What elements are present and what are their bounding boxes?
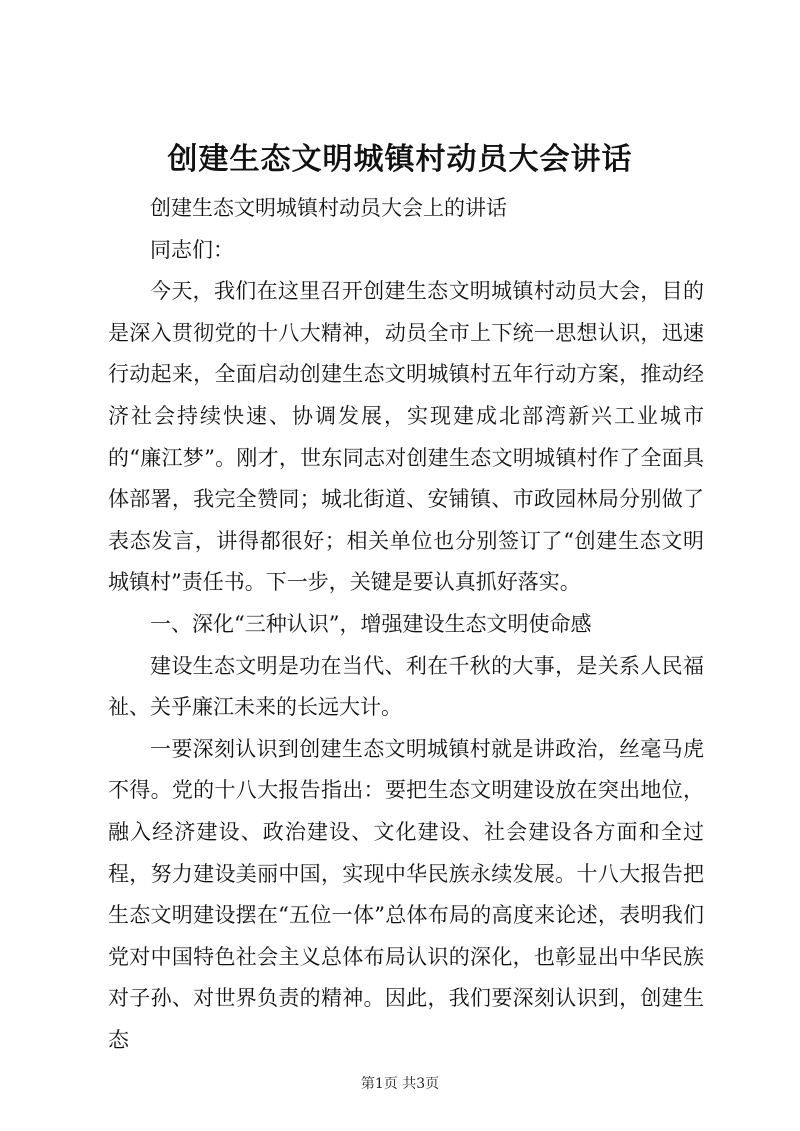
body-paragraph: 建设生态文明是功在当代、利在千秋的大事，是关系人民福祉、关乎廉江未来的长远大计。 [108, 653, 704, 720]
document-body [108, 188, 704, 1061]
body-paragraph: 一要深刻认识到创建生态文明城镇村就是讲政治，丝毫马虎不得。党的十八大报告指出：要把生态文明建设放在突出地位，融入经济建设、政治建设、文化建设、社会建设各方面和全过程，努力建设美丽中国，实现中华民族永续发展。十八大报告把生态文明建设摆在“五位一体”总体布局的高度来论述，表明我们党对中国特色社会主义总体布局认识的深化，也彰显出中华民族对子孙、对世界负责的精神。因此，我们要深刻认识到，创建生态 [108, 736, 704, 1052]
page-footer: 第1页 共3页 [360, 1076, 440, 1092]
document-title: 创建生态文明城镇村动员大会讲话 [167, 142, 633, 177]
body-paragraph: 今天，我们在这里召开创建生态文明城镇村动员大会，目的是深入贯彻党的十八大精神，动员全市上下统一思想认识，迅速行动起来，全面启动创建生态文明城镇村五年行动方案，推动经济社会持续快速、协调发展，实现建成北部湾新兴工业城市的“廉江梦”。刚才，世东同志对创建生态文明城镇村作了全面具体部署，我完全赞同；城北街道、安铺镇、市政园林局分别做了表态发言，讲得都很好；相关单位也分别签订了“创建生态文明城镇村”责任书。下一步，关键是要认真抓好落实。 [108, 279, 704, 595]
salutation-paragraph: 同志们： [150, 237, 234, 262]
section-heading: 一、深化“三种认识”，增强建设生态文明使命感 [150, 611, 592, 636]
subtitle-paragraph: 创建生态文明城镇村动员大会上的讲话 [150, 196, 507, 220]
